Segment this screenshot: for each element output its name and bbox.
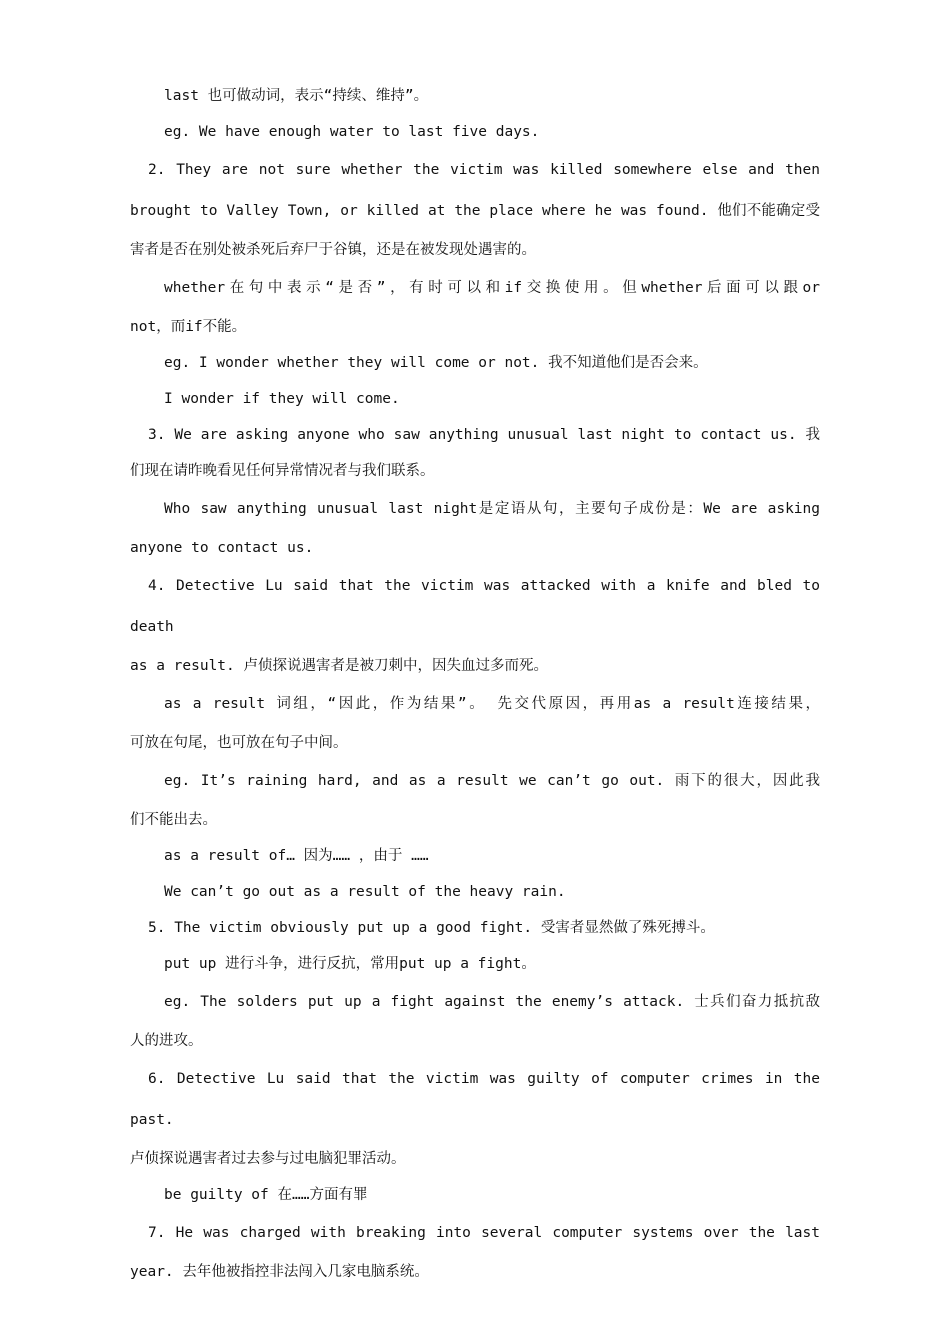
item-7-line-1: 7. He was charged with breaking into several computer systems over the last xyxy=(148,1225,820,1241)
as-a-result-note-line-2: 可放在句尾，也可放在句子中间。 xyxy=(130,735,348,751)
relative-clause-note-line-1: Who saw anything unusual last night是定语从句，主要句子成份是：We are asking xyxy=(164,501,820,517)
example-solders-line-2: 人的进攻。 xyxy=(130,1033,203,1049)
as-a-result-of-note: as a result of… 因为…… ，由于 …… xyxy=(164,848,429,864)
item-4-line-2: as a result. 卢侦探说遇害者是被刀刺中，因失血过多而死。 xyxy=(130,658,548,674)
example-heavy-rain: We can’t go out as a result of the heavy rain. xyxy=(164,884,566,900)
example-raining-line-1: eg. It’s raining hard, and as a result we can’t go out. 雨下的很大，因此我 xyxy=(164,773,820,789)
example-last-five-days: eg. We have enough water to last five days. xyxy=(164,124,540,140)
example-solders-line-1: eg. The solders put up a fight against the enemy’s attack. 士兵们奋力抵抗敌 xyxy=(164,994,820,1010)
paragraph-last-verb: last 也可做动词，表示“持续、维持”。 xyxy=(164,88,429,104)
example-wonder-if: I wonder if they will come. xyxy=(164,391,400,407)
item-7-line-2: year. 去年他被指控非法闯入几家电脑系统。 xyxy=(130,1264,429,1280)
item-4-line-1: 4. Detective Lu said that the victim was attacked with a knife and bled to death xyxy=(130,578,820,635)
item-2-line-3: 害者是否在别处被杀死后弃尸于谷镇，还是在被发现处遇害的。 xyxy=(130,242,536,258)
as-a-result-note-line-1: as a result 词组，“因此，作为结果”。 先交代原因，再用as a result连接结果， xyxy=(164,696,820,712)
example-raining-line-2: 们不能出去。 xyxy=(130,812,217,828)
whether-note-line-1: whether在句中表示“是否”，有时可以和if交换使用。但whether后面可以跟or xyxy=(164,280,820,296)
relative-clause-note-line-2: anyone to contact us. xyxy=(130,540,314,556)
whether-note-line-2: not，而if不能。 xyxy=(130,319,247,335)
item-6-line-2: 卢侦探说遇害者过去参与过电脑犯罪活动。 xyxy=(130,1151,406,1167)
put-up-note: put up 进行斗争，进行反抗，常用put up a fight。 xyxy=(164,956,536,972)
be-guilty-of-note: be guilty of 在……方面有罪 xyxy=(164,1187,368,1203)
item-3-line-1: 3. We are asking anyone who saw anything unusual last night to contact us. 我 xyxy=(148,427,820,443)
item-6-line-1: 6. Detective Lu said that the victim was guilty of computer crimes in the past. xyxy=(130,1071,820,1128)
document-body xyxy=(130,78,820,1290)
item-5: 5. The victim obviously put up a good fight. 受害者显然做了殊死搏斗。 xyxy=(148,920,715,936)
item-2-line-1: 2. They are not sure whether the victim was killed somewhere else and then xyxy=(148,162,820,178)
item-2-line-2: brought to Valley Town, or killed at the place where he was found. 他们不能确定受 xyxy=(130,203,820,219)
item-3-line-2: 们现在请昨晚看见任何异常情况者与我们联系。 xyxy=(130,463,435,479)
example-wonder-whether: eg. I wonder whether they will come or not. 我不知道他们是否会来。 xyxy=(164,355,708,371)
